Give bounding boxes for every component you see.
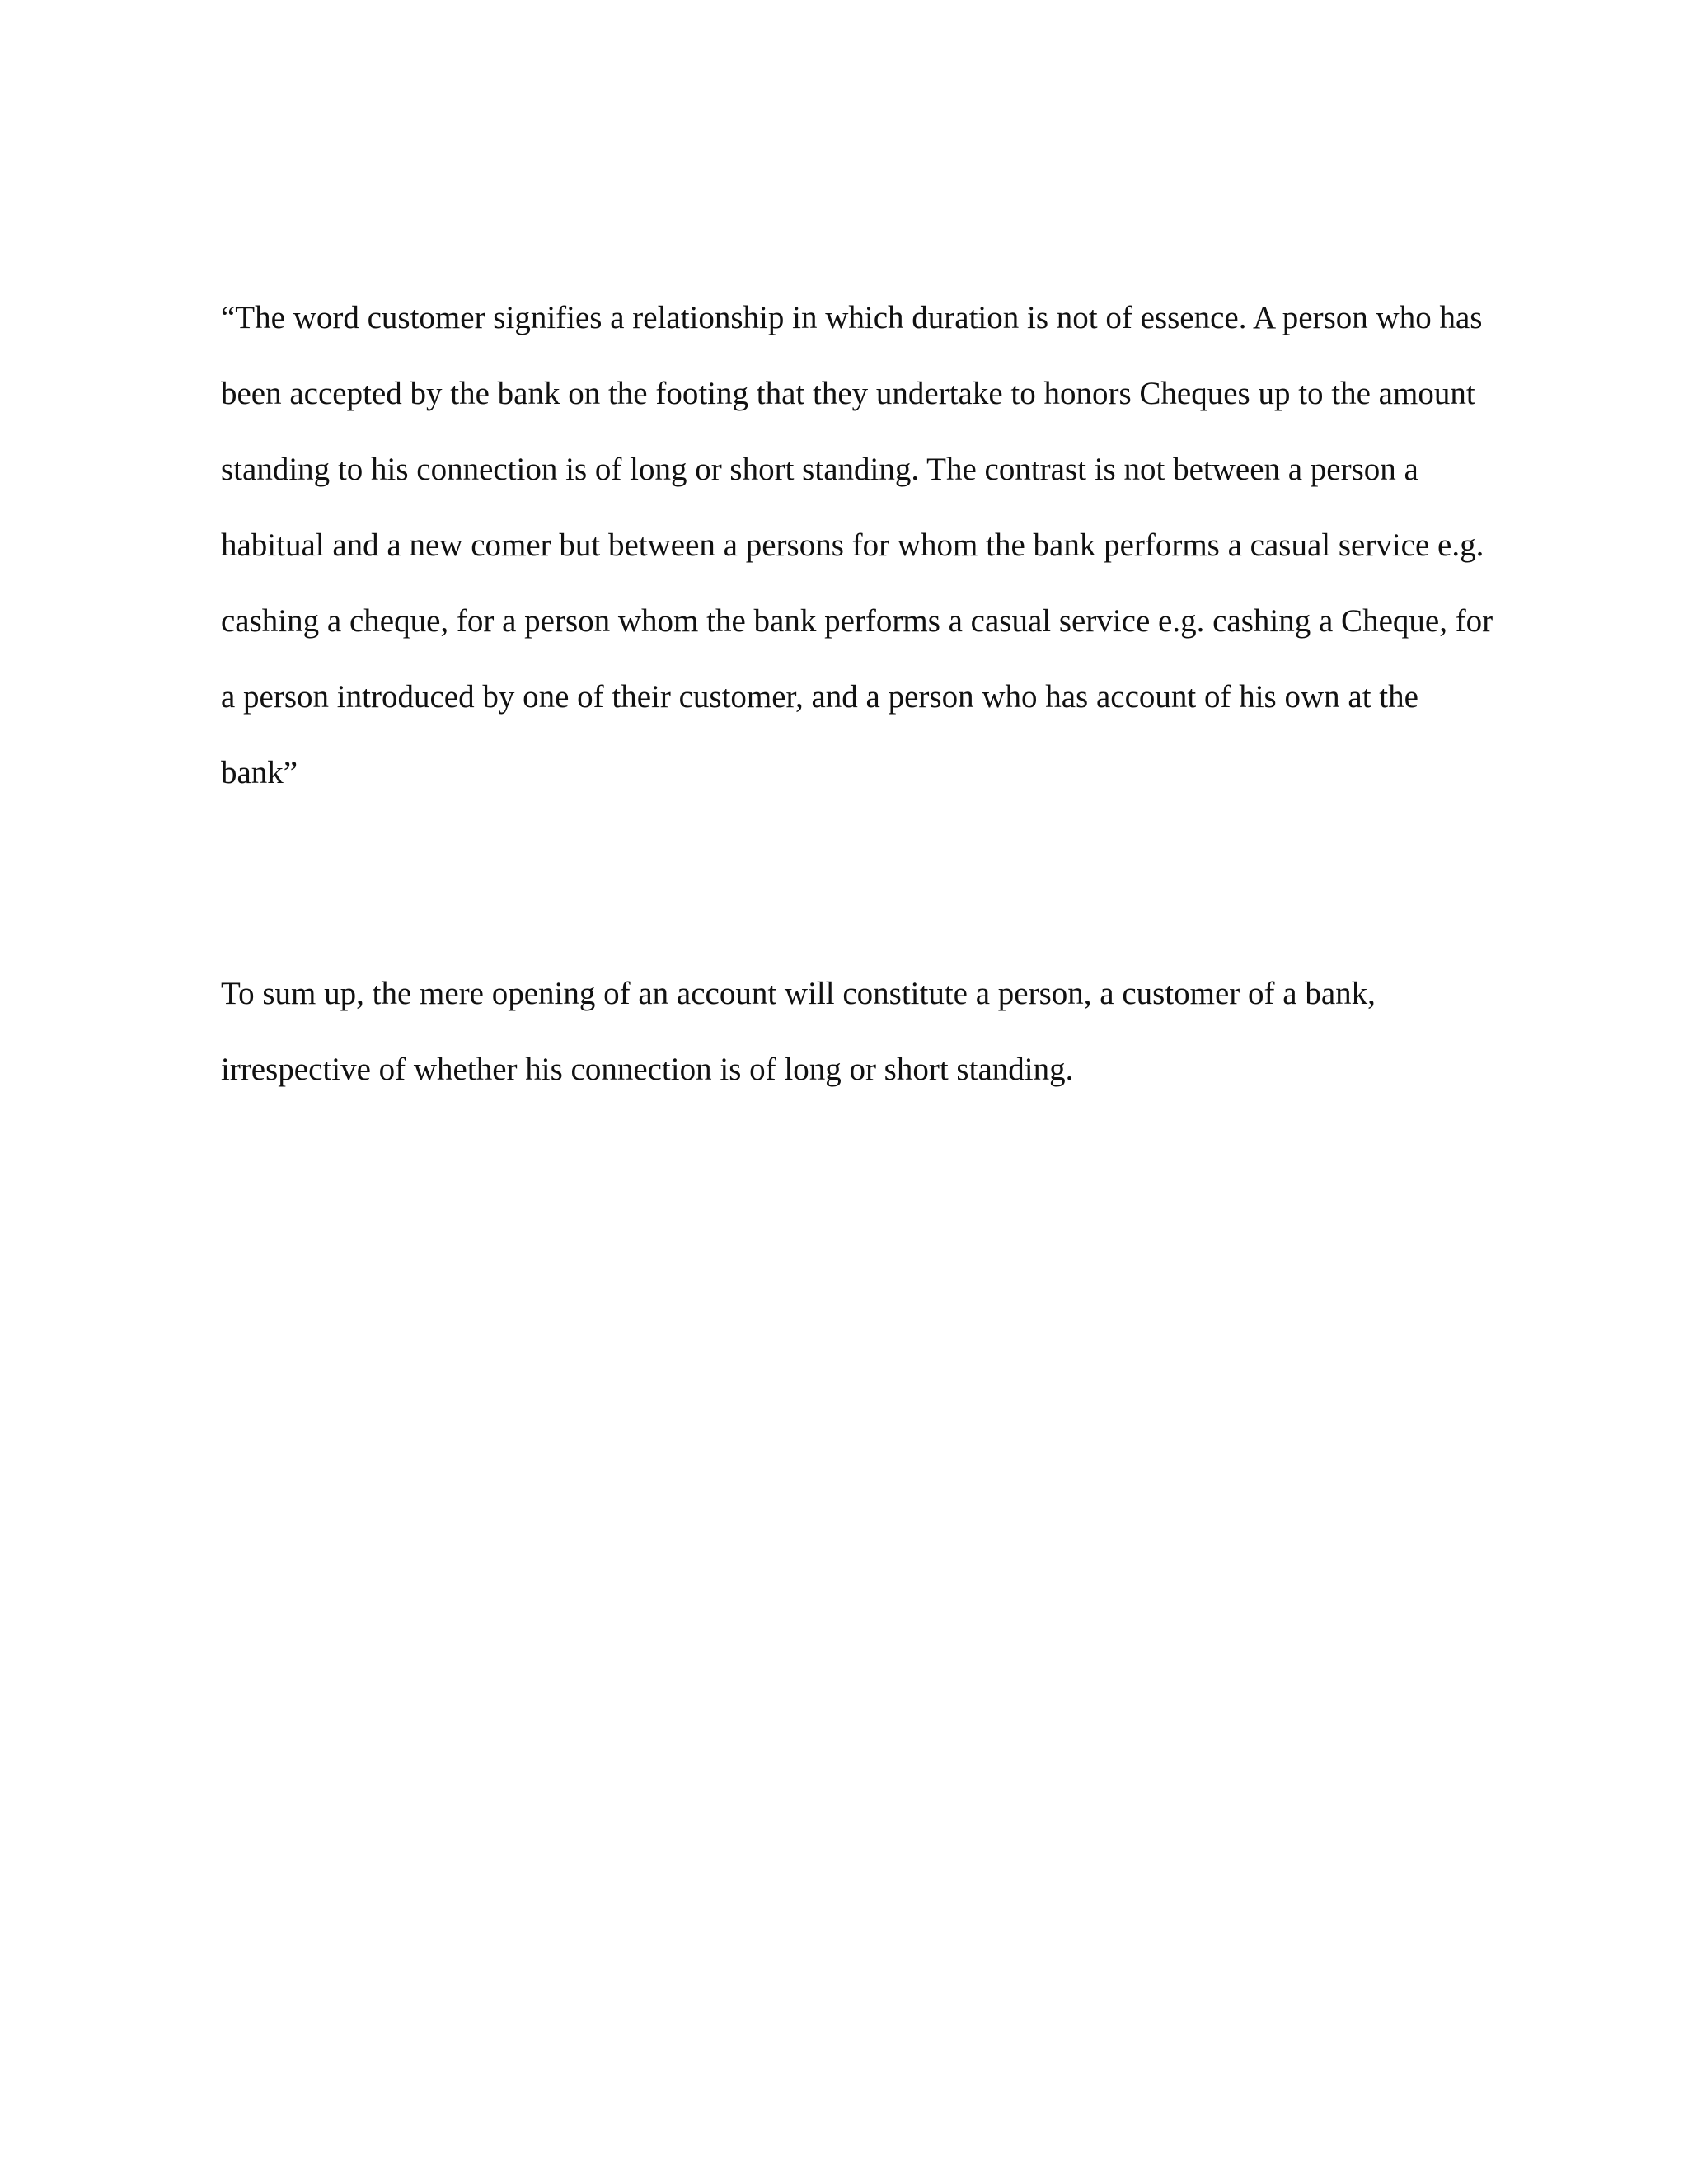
quote-paragraph (221, 280, 1523, 811)
text-line: bank” (221, 755, 298, 790)
text-line: standing to his connection is of long or short standing. The contrast is not between a person a (221, 452, 1418, 487)
text-line: “The word customer signifies a relationship in which duration is not of essence. A person who has (221, 300, 1483, 335)
text-line: irrespective of whether his connection is of long or short standing. (221, 1052, 1074, 1087)
text-line: been accepted by the bank on the footing that they undertake to honors Cheques up to the amount (221, 376, 1475, 411)
summary-paragraph (221, 956, 1523, 1108)
text-line: a person introduced by one of their customer, and a person who has account of his own at the (221, 679, 1418, 715)
text-line: cashing a cheque, for a person whom the bank performs a casual service e.g. cashing a Cheque, for (221, 603, 1493, 639)
text-line: To sum up, the mere opening of an account will constitute a person, a customer of a bank, (221, 976, 1376, 1011)
text-line: habitual and a new comer but between a persons for whom the bank performs a casual service e.g. (221, 527, 1484, 563)
